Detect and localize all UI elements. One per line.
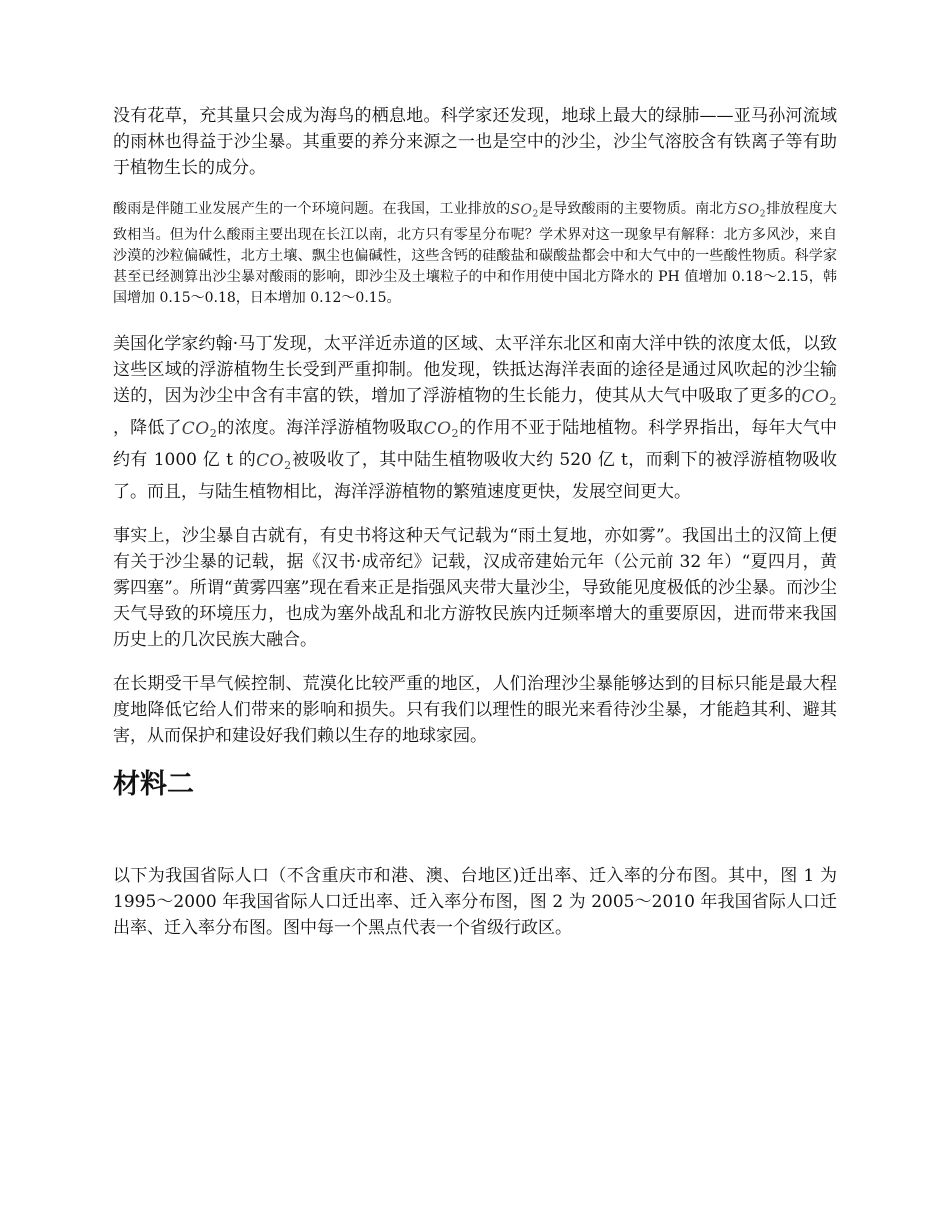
paragraph-conclusion: 在长期受干旱气候控制、荒漠化比较严重的地区，人们治理沙尘暴能够达到的目标只能是最大程度地降低它给人们带来的影响和损失。只有我们以理性的眼光来看待沙尘暴，才能趋其利、避其害，从而保护和建设好我们赖以生存的地球家园。 (113, 673, 837, 746)
co2-formula: $CO_2$ (256, 450, 292, 472)
acid-rain-text-b: 是导致酸雨的主要物质。南北方 (538, 201, 738, 217)
paragraph-ocean-iron (113, 331, 837, 504)
ocean-iron-text-e: 被吸收了，其中陆生植物吸收大约 520 亿 t，而剩下的被浮游植物吸收了。而且，与陆生植物相比，海洋浮游植物的繁殖速度更快，发展空间更大。 (113, 449, 837, 502)
co2-formula: $CO_2$ (801, 387, 837, 409)
acid-rain-text-a: 酸雨是伴随工业发展产生的一个环境问题。在我国，工业排放的 (113, 201, 511, 217)
ocean-iron-text-d: 的作用不亚于陆地植物。科学界指出，每年大气中约有 1000 亿 t 的 (113, 418, 838, 470)
acid-rain-text-c: 排放程度大致相当。但为什么酸雨主要出现在长江以南，北方只有零星分布呢？学术界对这一现象早有解释：北方多风沙，来自沙漠的沙粒偏碱性，北方土壤、飘尘也偏碱性，这些含钙的硅酸盐和碳酸盐都会中和大气中的一些酸性物质。科学家甚至已经测算出沙尘暴对酸雨的影响，即沙尘及土壤粒子的中和作用使中国北方降水的 PH 值增加 0.18～2.15，韩国增加 0.15～0.18，日本增加 0.12～0.15。 (113, 201, 838, 307)
paragraph-migration-intro: 以下为我国省际人口（不含重庆市和港、澳、台地区)迁出率、迁入率的分布图。其中，图 1 为 1995～2000 年我国省际人口迁出率、迁入率分布图，图 2 为 2005～2010 年我国省际人口迁出率、迁入率分布图。图中每一个黑点代表一个省级行政区。 (113, 865, 837, 938)
so2-formula: $SO_2$ (510, 202, 539, 220)
document-page (113, 103, 837, 959)
paragraph-acid-rain (113, 199, 837, 309)
co2-formula: $CO_2$ (181, 419, 218, 440)
spacer (113, 803, 837, 863)
co2-formula: $CO_2$ (423, 419, 460, 440)
paragraph-history: 事实上，沙尘暴自古就有，有史书将这种天气记载为“雨土复地，亦如雾”。我国出土的汉简上便有关于沙尘暴的记载，据《汉书·成帝纪》记载，汉成帝建始元年（公元前 32 年）“夏四月，黄雾四塞”。所谓“黄雾四塞”现在看来正是指强风夹带大量沙尘，导致能见度极低的沙尘暴。而沙尘天气导致的环境压力，也成为塞外战乱和北方游牧民族内迁频率增大的重要原因，进而带来我国历史上的几次民族大融合。 (113, 525, 837, 650)
ocean-iron-text-b: ，降低了 (113, 418, 182, 439)
paragraph-amazon-dust: 没有花草，充其量只会成为海鸟的栖息地。科学家还发现，地球上最大的绿肺——亚马孙河流域的雨林也得益于沙尘暴。其重要的养分来源之一也是空中的沙尘，沙尘气溶胶含有铁离子等有助于植物生长的成分。 (113, 106, 837, 178)
ocean-iron-text-a: 美国化学家约翰·马丁发现，太平洋近赤道的区域、太平洋东北区和南大洋中铁的浓度太低，以致这些区域的浮游植物生长受到严重抑制。他发现，铁抵达海洋表面的途径是通过风吹起的沙尘输送的，因为沙尘中含有丰富的铁，增加了浮游植物的生长能力，使其从大气中吸取了更多的 (113, 334, 837, 407)
ocean-iron-text-c: 的浓度。海洋浮游植物吸取 (217, 418, 424, 439)
so2-formula: $SO_2$ (737, 202, 767, 220)
section-heading-material-two: 材料二 (113, 768, 194, 800)
